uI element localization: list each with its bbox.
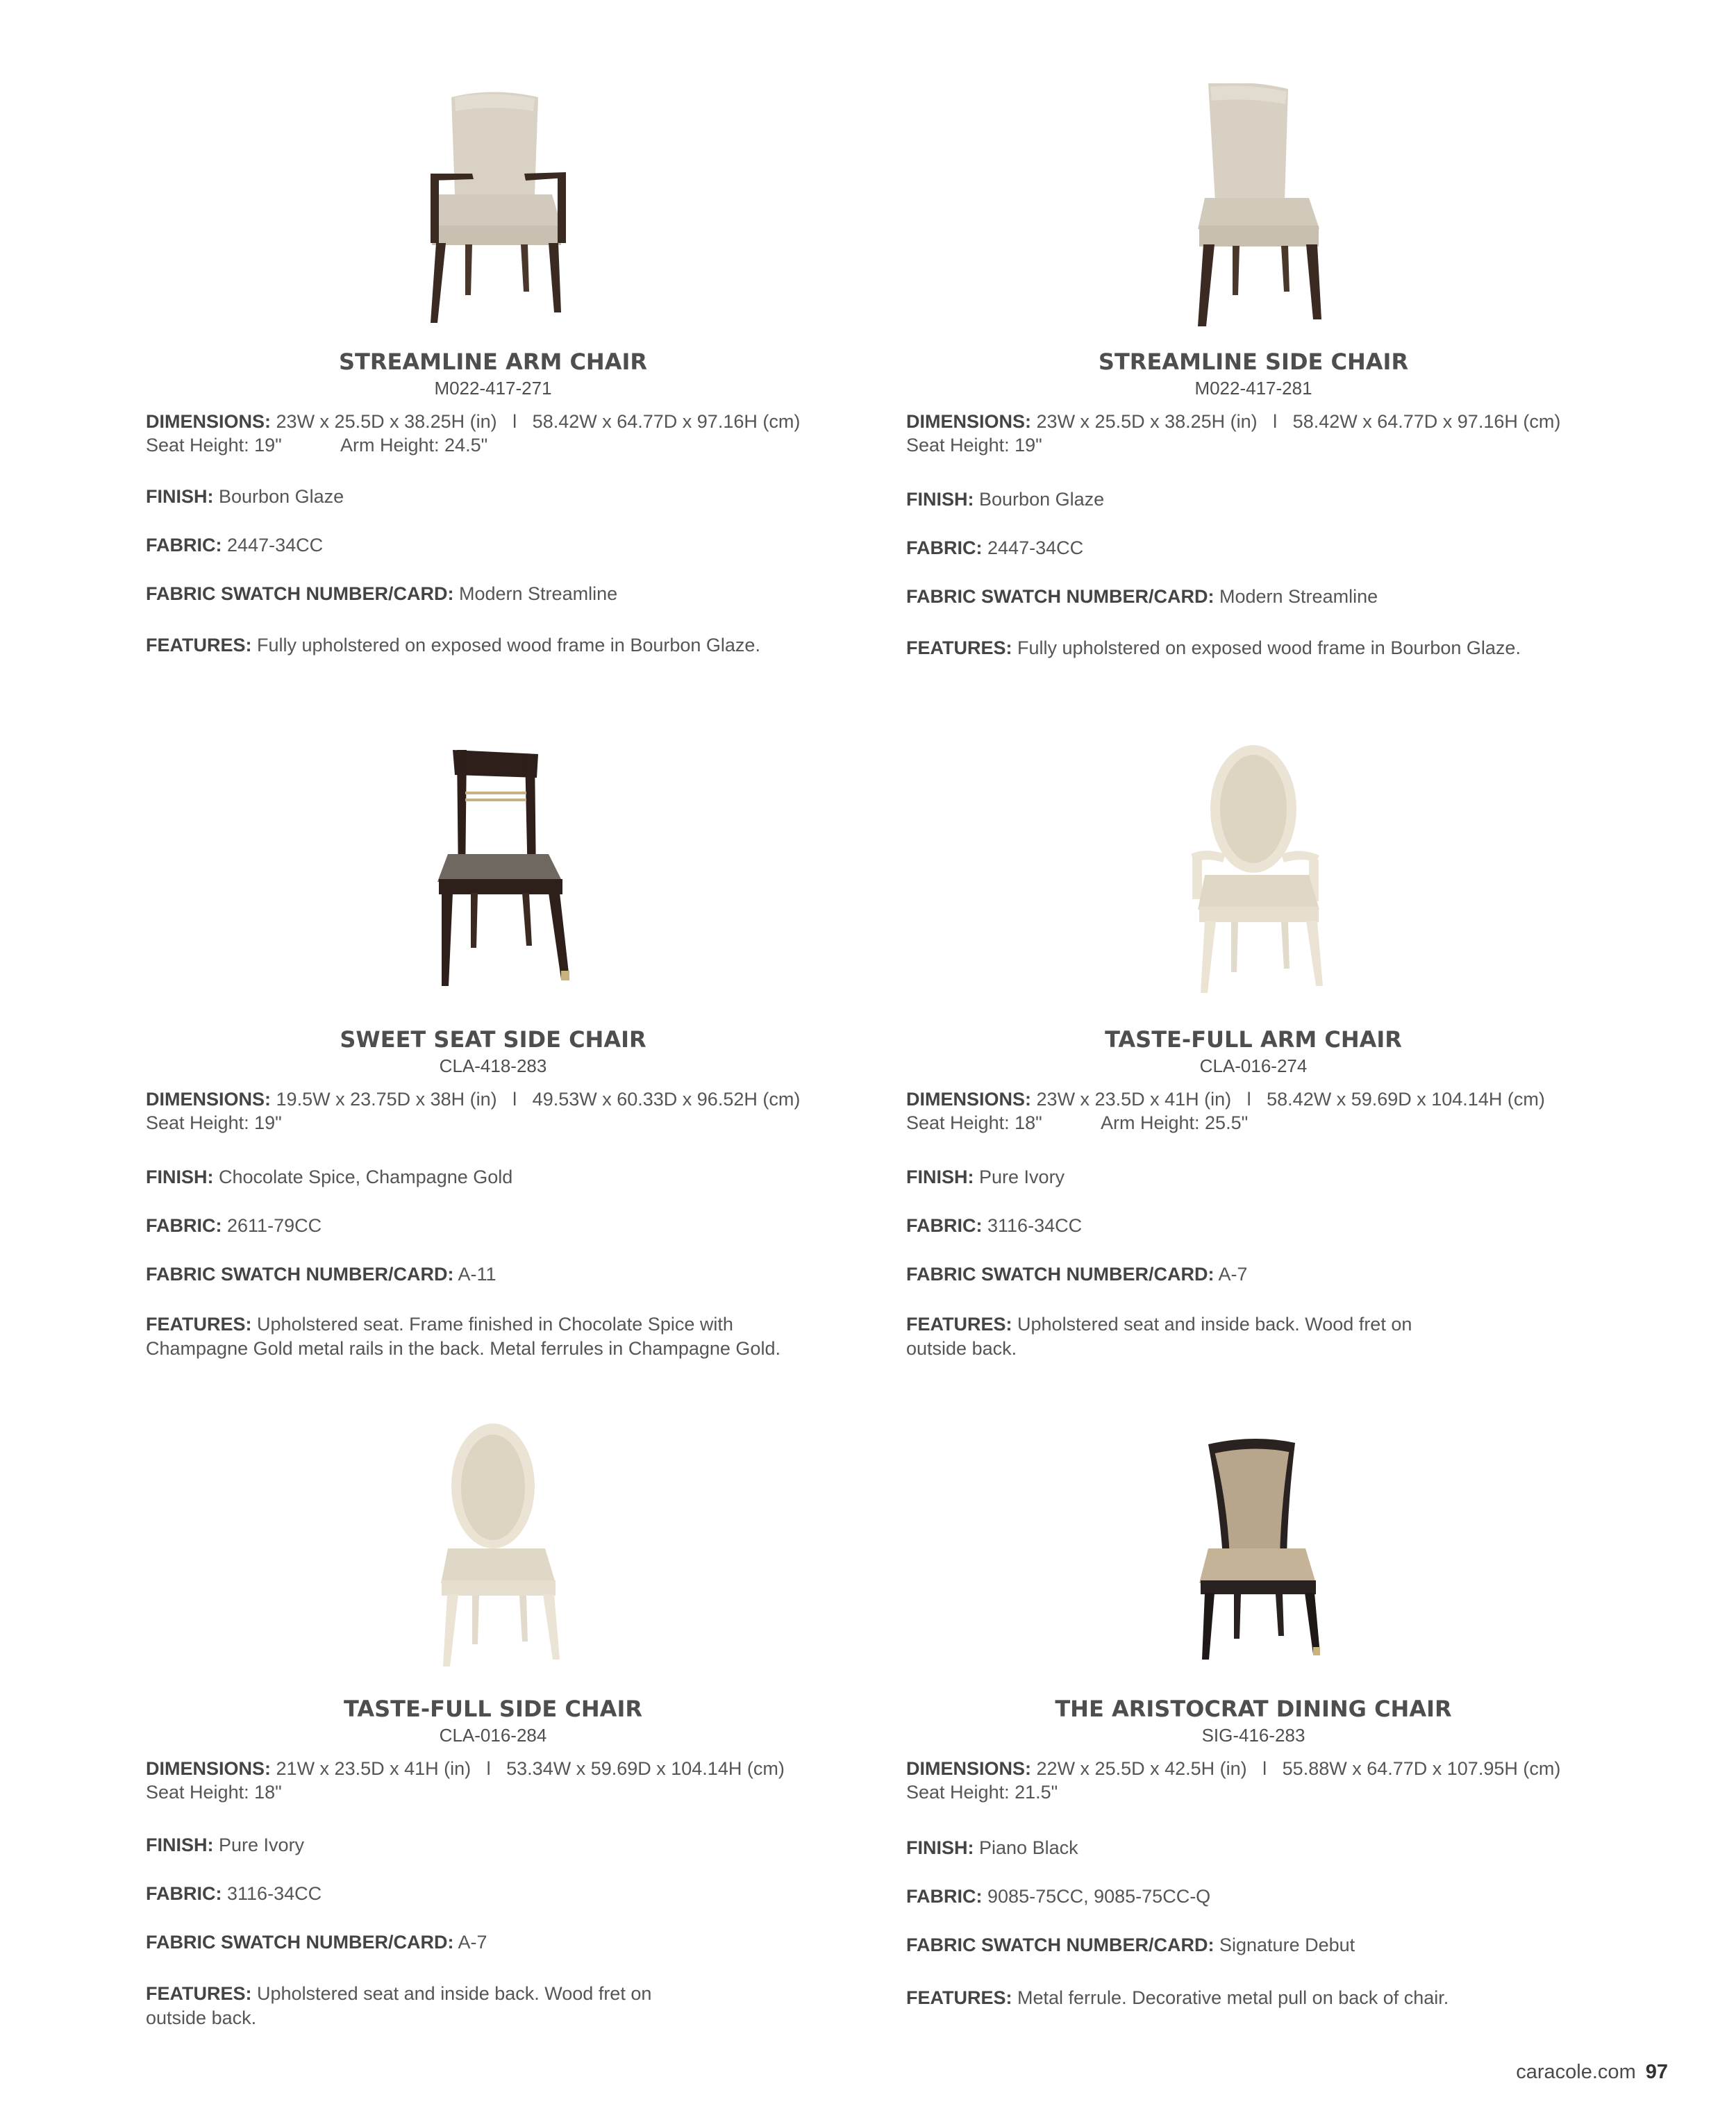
features-line — [146, 1982, 715, 2030]
product-sweet-seat-side-chair — [146, 750, 840, 1389]
dimensions-line — [906, 1758, 1560, 1780]
finish-line — [146, 486, 344, 508]
swatch-line — [146, 1932, 487, 1953]
fabric-line — [146, 1215, 322, 1237]
features-value: Upholstered seat. Frame finished in Chocolate Spice with Champagne Gold metal rails in the back. Metal ferrules in Champagne Gold. — [146, 1314, 781, 1359]
features-line — [146, 633, 812, 658]
height-line — [906, 1782, 1058, 1803]
dimensions-label: DIMENSIONS: — [146, 411, 272, 432]
product-code: CLA-418-283 — [439, 1055, 547, 1076]
swatch-label: FABRIC SWATCH NUMBER/CARD: — [146, 1264, 454, 1285]
product-title: TASTE-FULL ARM CHAIR — [1105, 1026, 1402, 1053]
finish-value: Chocolate Spice, Champagne Gold — [219, 1167, 513, 1187]
dimensions-line — [146, 1758, 785, 1780]
dimensions-line — [146, 1089, 800, 1110]
features-line — [146, 1312, 812, 1361]
seat-height: Seat Height: 21.5" — [906, 1782, 1058, 1803]
finish-value: Piano Black — [979, 1837, 1078, 1858]
features-label: FEATURES: — [906, 1314, 1012, 1335]
finish-label: FINISH: — [906, 1837, 974, 1858]
arm-height: Arm Height: 24.5" — [340, 435, 488, 456]
finish-value: Pure Ivory — [219, 1835, 305, 1855]
finish-label: FINISH: — [146, 1167, 214, 1187]
dimensions-line — [906, 411, 1560, 433]
arm-height: Arm Height: 25.5" — [1101, 1112, 1249, 1133]
arm-chair-image — [389, 83, 597, 333]
taste-full-arm-chair-image — [1149, 743, 1358, 1000]
finish-line — [146, 1167, 512, 1188]
dimensions-label: DIMENSIONS: — [906, 411, 1032, 432]
fabric-label: FABRIC: — [906, 1886, 983, 1907]
features-value: Metal ferrule. Decorative metal pull on back of chair. — [1017, 1987, 1449, 2008]
finish-line — [906, 489, 1104, 510]
swatch-line — [906, 586, 1378, 608]
finish-label: FINISH: — [146, 486, 214, 507]
features-line — [906, 1312, 1476, 1361]
product-image — [906, 743, 1601, 1000]
swatch-value: Modern Streamline — [459, 583, 618, 604]
finish-label: FINISH: — [906, 489, 974, 510]
product-title: THE ARISTOCRAT DINING CHAIR — [1055, 1696, 1452, 1722]
finish-label: FINISH: — [146, 1835, 214, 1855]
product-title: TASTE-FULL SIDE CHAIR — [344, 1696, 642, 1722]
fabric-value: 3116-34CC — [987, 1215, 1083, 1236]
product-image — [906, 1437, 1601, 1673]
fabric-label: FABRIC: — [906, 1215, 983, 1236]
swatch-label: FABRIC SWATCH NUMBER/CARD: — [906, 1935, 1215, 1955]
page-number: 97 — [1645, 2061, 1668, 2083]
product-code: M022-417-281 — [1194, 378, 1312, 399]
finish-line — [146, 1835, 304, 1856]
product-image — [146, 750, 840, 1000]
aristocrat-chair-image — [1149, 1437, 1358, 1673]
site-url: caracole.com — [1516, 2061, 1636, 2083]
fabric-label: FABRIC: — [146, 535, 222, 555]
features-label: FEATURES: — [146, 1983, 252, 2004]
taste-full-side-chair-image — [389, 1423, 597, 1673]
swatch-line — [146, 583, 617, 605]
finish-line — [906, 1837, 1078, 1859]
seat-height: Seat Height: 19" — [906, 435, 1042, 456]
product-code: CLA-016-274 — [1199, 1055, 1308, 1076]
features-label: FEATURES: — [146, 635, 252, 655]
height-line — [906, 1112, 1249, 1134]
dimensions-value: 23W x 25.5D x 38.25H (in) l 58.42W x 64.77D x 97.16H (cm) — [276, 411, 801, 432]
product-title: SWEET SEAT SIDE CHAIR — [340, 1026, 646, 1053]
side-chair-image — [1149, 83, 1358, 333]
height-line — [146, 435, 488, 456]
finish-value: Bourbon Glaze — [219, 486, 344, 507]
dimensions-line — [146, 411, 800, 433]
product-aristocrat-dining-chair — [906, 1437, 1601, 2062]
product-streamline-side-chair — [906, 83, 1601, 687]
seat-height: Seat Height: 18" — [146, 1782, 282, 1803]
page-footer — [1516, 2061, 1668, 2084]
height-line — [906, 435, 1042, 456]
seat-height: Seat Height: 19" — [146, 1112, 282, 1133]
fabric-line — [906, 537, 1083, 559]
fabric-value: 2447-34CC — [987, 537, 1084, 558]
seat-height: Seat Height: 18" — [906, 1112, 1042, 1133]
dimensions-value: 22W x 25.5D x 42.5H (in) l 55.88W x 64.77D x 107.95H (cm) — [1036, 1758, 1561, 1779]
product-title: STREAMLINE SIDE CHAIR — [1098, 349, 1409, 375]
swatch-line — [906, 1935, 1355, 1956]
finish-line — [906, 1167, 1065, 1188]
features-value: Fully upholstered on exposed wood frame in Bourbon Glaze. — [1017, 637, 1521, 658]
fabric-line — [906, 1215, 1082, 1237]
swatch-label: FABRIC SWATCH NUMBER/CARD: — [906, 586, 1215, 607]
swatch-value: A-7 — [1218, 1264, 1248, 1285]
finish-label: FINISH: — [906, 1167, 974, 1187]
swatch-value: Modern Streamline — [1219, 586, 1378, 607]
dimensions-label: DIMENSIONS: — [906, 1089, 1032, 1110]
product-image — [906, 83, 1601, 333]
fabric-value: 9085-75CC, 9085-75CC-Q — [987, 1886, 1211, 1907]
product-code: CLA-016-284 — [439, 1725, 547, 1746]
swatch-label: FABRIC SWATCH NUMBER/CARD: — [146, 1932, 454, 1953]
product-code: SIG-416-283 — [1201, 1725, 1305, 1746]
height-line — [146, 1782, 282, 1803]
fabric-line — [146, 1883, 322, 1905]
product-code: M022-417-271 — [434, 378, 552, 399]
features-label: FEATURES: — [906, 1987, 1012, 2008]
product-taste-full-arm-chair — [906, 743, 1601, 1382]
dimensions-value: 23W x 25.5D x 38.25H (in) l 58.42W x 64.77D x 97.16H (cm) — [1036, 411, 1561, 432]
fabric-line — [146, 535, 323, 556]
fabric-value: 2611-79CC — [227, 1215, 322, 1236]
product-title: STREAMLINE ARM CHAIR — [338, 349, 648, 375]
seat-height: Seat Height: 19" — [146, 435, 282, 456]
dimensions-label: DIMENSIONS: — [906, 1758, 1032, 1779]
features-label: FEATURES: — [906, 637, 1012, 658]
swatch-line — [146, 1264, 496, 1285]
product-image — [146, 1423, 840, 1673]
features-line — [906, 1986, 1573, 2010]
finish-value: Pure Ivory — [979, 1167, 1065, 1187]
features-value: Fully upholstered on exposed wood frame in Bourbon Glaze. — [257, 635, 760, 655]
product-streamline-arm-chair — [146, 83, 840, 687]
fabric-value: 2447-34CC — [227, 535, 324, 555]
swatch-value: Signature Debut — [1219, 1935, 1355, 1955]
features-value: Upholstered seat and inside back. Wood fret on outside back. — [146, 1983, 652, 2028]
height-line — [146, 1112, 282, 1134]
fabric-label: FABRIC: — [146, 1215, 222, 1236]
fabric-label: FABRIC: — [906, 537, 983, 558]
dimensions-value: 23W x 23.5D x 41H (in) l 58.42W x 59.69D x 104.14H (cm) — [1036, 1089, 1545, 1110]
dimensions-label: DIMENSIONS: — [146, 1089, 272, 1110]
swatch-label: FABRIC SWATCH NUMBER/CARD: — [906, 1264, 1215, 1285]
dimensions-value: 21W x 23.5D x 41H (in) l 53.34W x 59.69D x 104.14H (cm) — [276, 1758, 785, 1779]
swatch-line — [906, 1264, 1248, 1285]
dimensions-line — [906, 1089, 1545, 1110]
features-label: FEATURES: — [146, 1314, 252, 1335]
fabric-label: FABRIC: — [146, 1883, 222, 1904]
dimensions-value: 19.5W x 23.75D x 38H (in) l 49.53W x 60.33D x 96.52H (cm) — [276, 1089, 801, 1110]
fabric-value: 3116-34CC — [227, 1883, 322, 1904]
swatch-label: FABRIC SWATCH NUMBER/CARD: — [146, 583, 454, 604]
swatch-value: A-11 — [458, 1264, 496, 1285]
sweet-seat-chair-image — [389, 750, 597, 1000]
features-value: Upholstered seat and inside back. Wood fret on outside back. — [906, 1314, 1412, 1359]
product-image — [146, 83, 840, 333]
finish-value: Bourbon Glaze — [979, 489, 1105, 510]
product-taste-full-side-chair — [146, 1423, 840, 2048]
features-line — [906, 636, 1573, 660]
swatch-value: A-7 — [458, 1932, 487, 1953]
dimensions-label: DIMENSIONS: — [146, 1758, 272, 1779]
fabric-line — [906, 1886, 1210, 1907]
